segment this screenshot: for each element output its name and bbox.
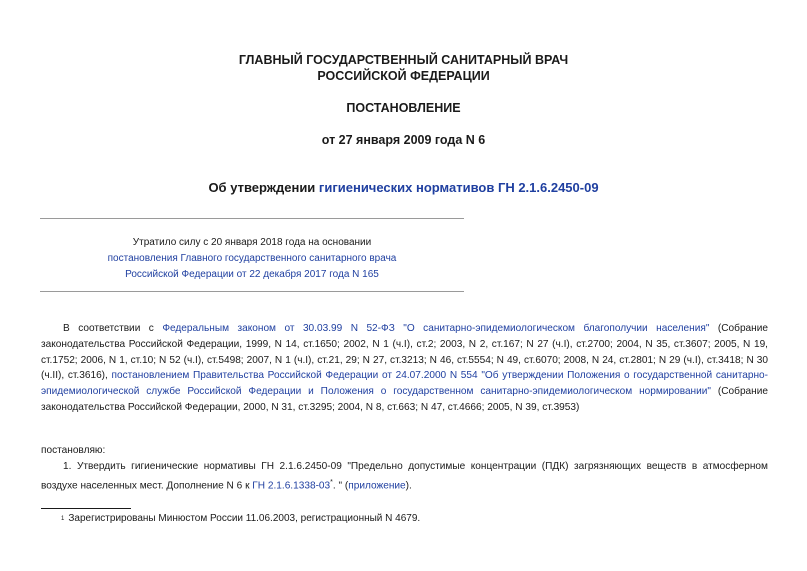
status-note [40, 235, 464, 283]
title-link[interactable]: гигиенических нормативов ГН 2.1.6.2450-09 [318, 180, 599, 195]
divider-top [40, 218, 464, 219]
item1-mid: . " ( [332, 480, 349, 492]
gn-1338-link[interactable]: ГН 2.1.6.1338-03 [252, 480, 331, 492]
item1-end: ). [405, 480, 412, 492]
decree-label: постановляю: [41, 445, 106, 456]
document-type: ПОСТАНОВЛЕНИЕ [346, 101, 461, 115]
preamble-text-3: (Собрание законодательства Российской Федерации, 2000, N 31, ст.3295; 2004, N 8, ст.663; N 47, ст.4666; 2005, N 39, ст.3953) [41, 386, 768, 413]
document-date: от 27 января 2009 года N 6 [321, 133, 486, 147]
preamble-text-2: (Собрание законодательства Российской Федерации, 1999, N 14, ст.1650; 2002, N 1 (ч.I), ст.2; 2003, N 2, ст.167; N 27 (ч.I), ст.2700; 2004, N 35, ст.3607; 2005, N 19, ст.1752; 2006, N 1, ст.10; N 52 (ч.I), ст.5498; 2007, N 1 (ч.I), ст.21, 29; N 27, ст.3213; N 46, ст.5554; N 49, ст.6070; 2008, N 24, ст.2801; N 29 (ч.I), ст.3418; N 30 (ч.II), ст.3616), [41, 323, 768, 382]
status-note-link-line-2[interactable]: Российской Федерации от 22 декабря 2017 года N 165 [125, 269, 379, 280]
divider-bottom [40, 291, 464, 292]
item1-text: 1. Утвердить гигиенические нормативы ГН 2.1.6.2450-09 "Предельно допустимые концентрации (ПДК) загрязняющих веществ в атмосферном воздухе населенных мест. Дополнение N 6 к [41, 461, 768, 492]
status-note-text: Утратило силу с 20 января 2018 года на основании [132, 237, 372, 248]
footnote-divider [41, 508, 131, 509]
decree-item-1 [41, 459, 768, 494]
title-prefix: Об утверждении [208, 180, 319, 195]
footnote-text: Зарегистрированы Минюстом России 11.06.2003, регистрационный N 4679. [68, 513, 421, 524]
item1-footnote-ref: * [330, 478, 333, 486]
footnote-marker: 1 [61, 516, 65, 522]
issuer-line-2: РОССИЙСКОЙ ФЕДЕРАЦИИ [317, 69, 490, 83]
appendix-link[interactable]: приложение [348, 480, 406, 492]
federal-law-link[interactable]: Федеральным законом от 30.03.99 N 52-ФЗ "О санитарно-эпидемиологическом благополучии населения" [162, 323, 710, 334]
footnote [61, 513, 420, 524]
government-decree-link[interactable]: постановлением Правительства Российской Федерации от 24.07.2000 N 554 "Об утверждении Положения о государственной санитарно-эпидемиологической службе Российской Федерации и Положения о государственном санитарно-эпидемиологическом нормировании" [41, 370, 768, 398]
preamble-paragraph [41, 321, 768, 416]
status-note-link-line-1[interactable]: постановления Главного государственного санитарного врача [107, 253, 397, 264]
preamble-text-1: В соответствии с [63, 323, 163, 334]
issuer-line-1: ГЛАВНЫЙ ГОСУДАРСТВЕННЫЙ САНИТАРНЫЙ ВРАЧ [238, 53, 569, 67]
issuer-heading [0, 52, 807, 84]
document-title [0, 180, 807, 195]
